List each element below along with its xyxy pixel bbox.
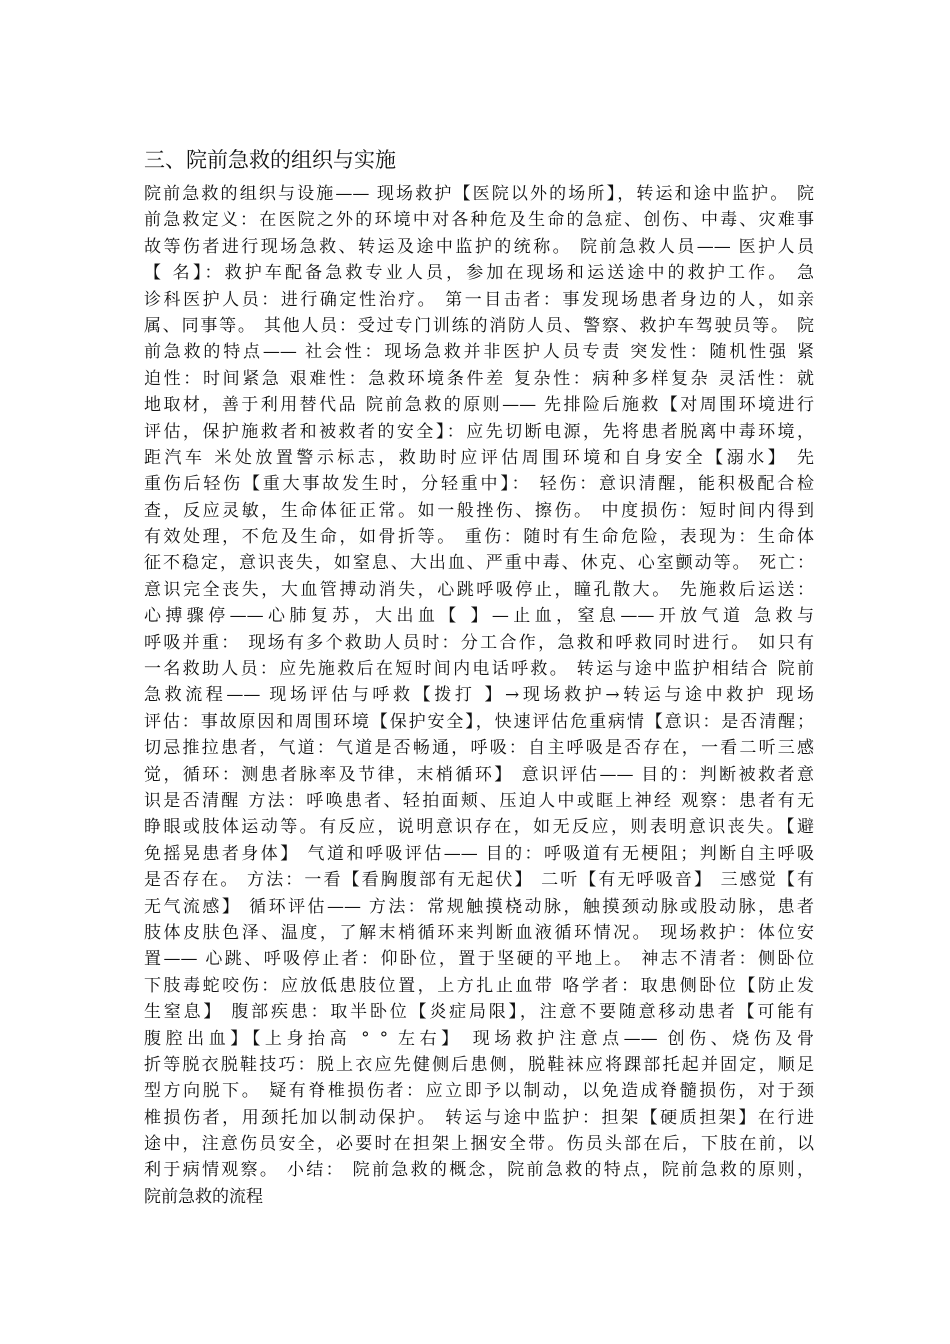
text-line: 前急救定义：在医院之外的环境中对各种危及生命的急症、创伤、中毒、灾难事 <box>144 210 814 231</box>
text-line: 院前急救的流程 <box>144 1186 263 1207</box>
text-line: 识是否清醒 方法：呼唤患者、轻拍面颊、压迫人中或眶上神经 观察：患者有无 <box>144 790 814 811</box>
text-line: 属、同事等。 其他人员：受过专门训练的消防人员、警察、救护车驾驶员等。 院 <box>144 315 814 336</box>
text-line: 呼吸并重： 现场有多个救助人员时：分工合作，急救和呼救同时进行。 如只有 <box>144 632 814 653</box>
text-line: 地取材，善于利用替代品 院前急救的原则—— 先排险后施救【对周围环境进行 <box>144 395 814 416</box>
text-line: 型方向脱下。 疑有脊椎损伤者：应立即予以制动，以免造成脊髓损伤，对于颈 <box>144 1081 814 1102</box>
text-line: 生窒息】 腹部疾患：取半卧位【炎症局限】，注意不要随意移动患者【可能有 <box>144 1002 814 1023</box>
text-line: 是否存在。 方法：一看【看胸腹部有无起伏】 二听【有无呼吸音】 三感觉【有 <box>144 870 814 891</box>
text-line: 意识完全丧失，大血管搏动消失，心跳呼吸停止，瞳孔散大。 先施救后运送： <box>144 579 814 600</box>
text-line: 一名救助人员：应先施救后在短时间内电话呼救。 转运与途中监护相结合 院前 <box>144 659 814 680</box>
text-line: 有效处理，不危及生命，如骨折等。 重伤：随时有生命危险，表现为：生命体 <box>144 527 814 548</box>
text-line: 前急救的特点—— 社会性：现场急救并非医护人员专责 突发性：随机性强 紧 <box>144 342 814 363</box>
text-line: 评估：事故原因和周围环境【保护安全】，快速评估危重病情【意识：是否清醒； <box>144 711 814 732</box>
text-line: 院前急救的组织与设施—— 现场救护【医院以外的场所】，转运和途中监护。 院 <box>144 184 814 204</box>
text-line: 觉，循环：测患者脉率及节律，末梢循环】 意识评估—— 目的：判断被救者意 <box>144 764 814 785</box>
text-line: 重伤后轻伤【重大事故发生时，分轻重中】： 轻伤：意识清醒，能积极配合检 <box>144 474 814 495</box>
text-line: 诊科医护人员：进行确定性治疗。 第一目击者：事发现场患者身边的人，如亲 <box>144 289 814 310</box>
body-paragraph <box>144 181 814 1210</box>
text-line: 距汽车 米处放置警示标志，救助时应评估周围环境和自身安全【溺水】 先 <box>144 447 814 468</box>
text-line: 迫性：时间紧急 艰难性：急救环境条件差 复杂性：病种多样复杂 灵活性：就 <box>144 368 814 389</box>
text-line: 故等伤者进行现场急救、转运及途中监护的统称。 院前急救人员—— 医护人员 <box>144 236 814 257</box>
text-line: 评估，保护施救者和被救者的安全】：应先切断电源，先将患者脱离中毒环境， <box>144 421 814 442</box>
text-line: 睁眼或肢体运动等。有反应，说明意识存在，如无反应，则表明意识丧失。【避 <box>144 817 814 838</box>
text-line: 急救流程—— 现场评估与呼救【拨打 】→现场救护→转运与途中救护 现场 <box>144 685 814 706</box>
section-title: 三、院前急救的组织与实施 <box>144 148 396 172</box>
text-line: 心搏骤停——心肺复苏，大出血【 】—止血，窒息——开放气道 急救与 <box>144 606 814 627</box>
text-line: 置—— 心跳、呼吸停止者：仰卧位，置于坚硬的平地上。 神志不清者：侧卧位 <box>144 949 814 970</box>
text-line: 切忌推拉患者，气道：气道是否畅通，呼吸：自主呼吸是否存在，一看二听三感 <box>144 738 814 759</box>
text-line: 折等脱衣脱鞋技巧：脱上衣应先健侧后患侧，脱鞋袜应将踝部托起并固定，顺足 <box>144 1054 814 1075</box>
text-line: 椎损伤者，用颈托加以制动保护。 转运与途中监护：担架【硬质担架】在行进 <box>144 1107 814 1128</box>
text-line: 查，反应灵敏，生命体征正常。如一般挫伤、擦伤。 中度损伤：短时间内得到 <box>144 500 814 521</box>
text-line: 免摇晃患者身体】 气道和呼吸评估—— 目的：呼吸道有无梗阻；判断自主呼吸 <box>144 843 814 864</box>
text-line: 【 名】：救护车配备急救专业人员，参加在现场和运送途中的救护工作。 急 <box>144 263 814 284</box>
text-line: 腹腔出血】【上身抬高 ° ° 左右】 现场救护注意点—— 创伤、烧伤及骨 <box>144 1028 814 1049</box>
text-line: 肢体皮肤色泽、温度，了解末梢循环来判断血液循环情况。 现场救护：体位安 <box>144 922 814 943</box>
text-line: 途中，注意伤员安全，必要时在担架上捆安全带。伤员头部在后，下肢在前，以 <box>144 1134 814 1155</box>
text-line: 无气流感】 循环评估—— 方法：常规触摸桡动脉，触摸颈动脉或股动脉，患者 <box>144 896 814 917</box>
text-line: 征不稳定，意识丧失，如窒息、大出血、严重中毒、休克、心室颤动等。 死亡： <box>144 553 814 574</box>
text-line: 利于病情观察。 小结： 院前急救的概念，院前急救的特点，院前急救的原则， <box>144 1160 814 1181</box>
text-line: 下肢毒蛇咬伤：应放低患肢位置，上方扎止血带 咯学者：取患侧卧位【防止发 <box>144 975 814 996</box>
